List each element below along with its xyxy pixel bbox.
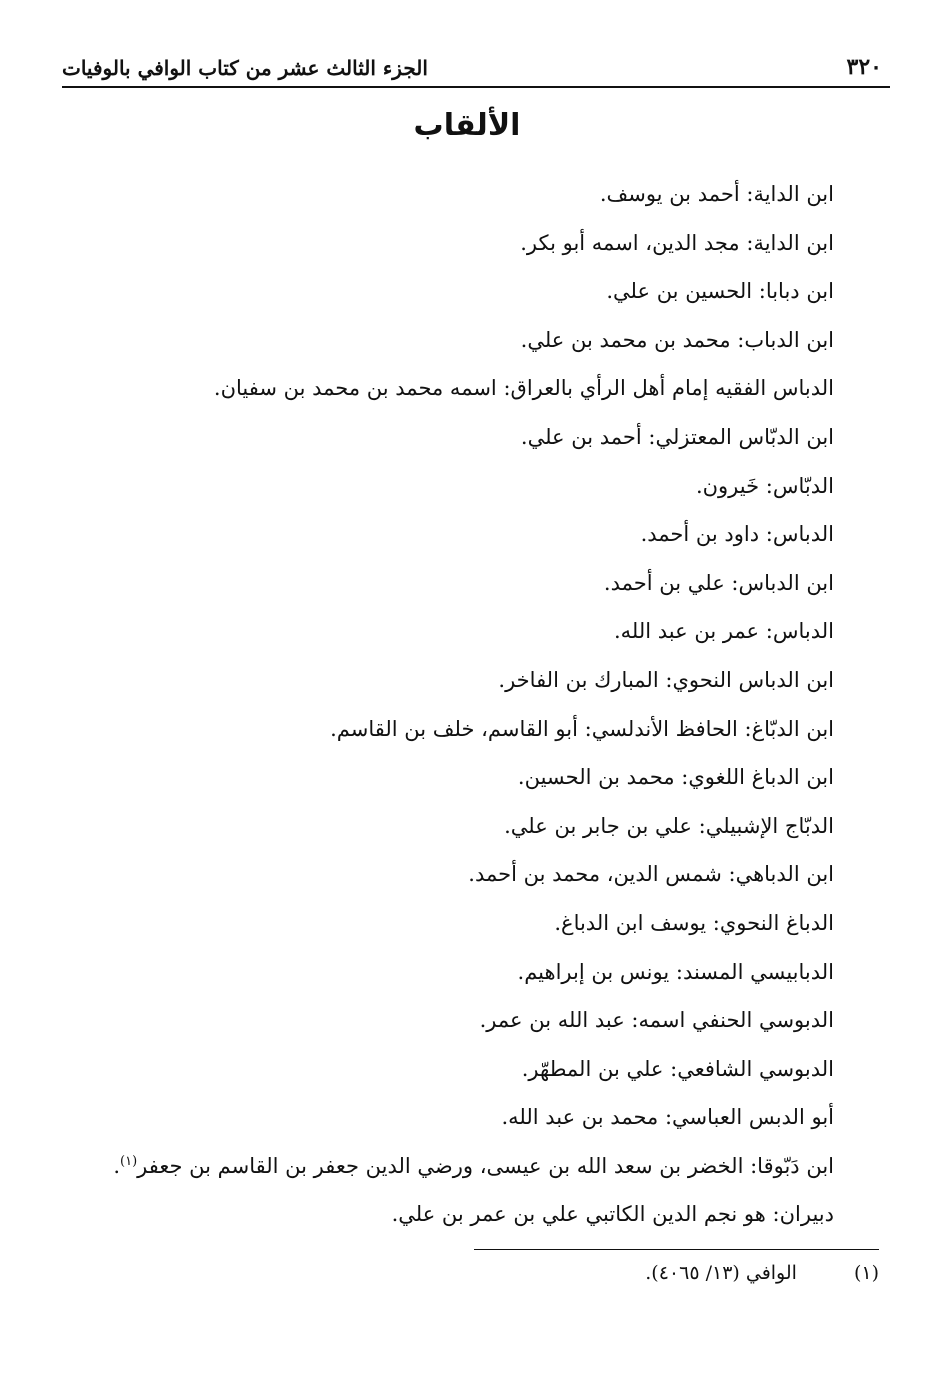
footnote-text: الوافي (١٣/ ٤٠٦٥).: [645, 1262, 797, 1284]
entry-row: ابن الداية: أحمد بن يوسف.: [599, 182, 834, 206]
entry-term: ابن الدبّاغ: [751, 716, 834, 741]
entry-row: ابن الدباس: علي بن أحمد.: [603, 570, 834, 595]
section-title: الألقاب: [413, 108, 521, 143]
entry-row: الدباس: داود بن أحمد.: [640, 522, 834, 547]
entry-row: ابن الدبّاغ: الحافظ الأندلسي: أبو القاسم، خلف بن القاسم.: [330, 716, 834, 741]
entry-term: ابن الدباب: [744, 327, 834, 352]
entry-row: الدباغ النحوي: يوسف ابن الدباغ.: [554, 910, 834, 935]
entry-term: ابن دبابا: [765, 279, 834, 304]
entry-row: الدبابيسي المسند: يونس بن إبراهيم.: [517, 959, 834, 984]
entry-text: هو نجم الدين الكاتبي علي بن عمر بن علي.: [391, 1202, 766, 1227]
entry-row: الدبّاس: خَيرون.: [695, 473, 834, 498]
entry-row: ابن الداية: مجد الدين، اسمه أبو بكر.: [520, 230, 834, 255]
entry-row: الدبوسي الشافعي: علي بن المطهّر.: [521, 1056, 834, 1081]
entry-term: ابن الداية: [753, 182, 834, 206]
entry-row: أبو الدبس العباسي: محمد بن عبد الله.: [501, 1105, 834, 1130]
entry-term: ابن الداية: [753, 230, 834, 255]
footnote-divider: [474, 1249, 879, 1250]
entry-term: ابن الدبّاس المعتزلي: [655, 424, 834, 449]
entry-text: يوسف ابن الدباغ.: [554, 910, 707, 935]
entry-text: داود بن أحمد.: [640, 522, 760, 547]
entry-row: الدبوسي الحنفي اسمه: عبد الله بن عمر.: [479, 1008, 834, 1033]
entry-text: علي بن أحمد.: [603, 570, 725, 595]
entry-text: عمر بن عبد الله.: [613, 619, 760, 644]
entry-term: ابن الدباغ اللغوي: [688, 765, 834, 790]
entry-term: ابن دَبّوقا: [757, 1153, 834, 1178]
entry-row: ابن الدباب: محمد بن محمد بن علي.: [520, 327, 834, 352]
entries-list: [40, 170, 834, 1239]
entry-text: علي بن المطهّر.: [521, 1056, 664, 1081]
entry-text: عبد الله بن عمر.: [479, 1008, 625, 1033]
entry-row: الدباس: عمر بن عبد الله.: [613, 619, 834, 644]
entry-text: الخضر بن سعد الله بن عيسى، ورضي الدين جعفر بن القاسم بن جعفر: [137, 1153, 744, 1178]
entry-term: الدباس: [772, 522, 834, 547]
entry-text: علي بن جابر بن علي.: [504, 813, 692, 838]
entry-text: محمد بن الحسين.: [517, 765, 675, 790]
entry-text: خَيرون.: [695, 473, 760, 498]
entry-row: الدبّاج الإشبيلي: علي بن جابر بن علي.: [504, 813, 834, 838]
entry-term: الدبّاج الإشبيلي: [705, 813, 834, 838]
entry-term: الدباس: [772, 619, 834, 644]
entry-text: اسمه محمد بن محمد بن سفيان.: [213, 376, 497, 401]
entry-text: الحسين بن علي.: [606, 279, 753, 304]
entry-text: محمد بن محمد بن علي.: [520, 327, 731, 352]
entry-row: ابن دبابا: الحسين بن علي.: [606, 279, 834, 304]
entry-tail: .: [113, 1153, 120, 1178]
entry-row: الدباس الفقيه إمام أهل الرأي بالعراق: اسمه محمد بن محمد بن سفيان.: [213, 376, 834, 401]
entry-row: ابن دَبّوقا: الخضر بن سعد الله بن عيسى، ورضي الدين جعفر بن القاسم بن جعفر$^{(١)}$.: [113, 1153, 834, 1178]
entry-row: ابن الدباهي: شمس الدين، محمد بن أحمد.: [468, 862, 834, 887]
footnote-marker: (١): [853, 1262, 879, 1284]
entry-term: الدبوسي الشافعي: [677, 1056, 834, 1081]
entry-term: الدبوسي الحنفي اسمه: [638, 1008, 834, 1033]
entry-row: ابن الدبّاس المعتزلي: أحمد بن علي.: [520, 424, 834, 449]
page-number: ٣٢٠: [846, 54, 882, 80]
entry-text: شمس الدين، محمد بن أحمد.: [468, 862, 722, 887]
entry-term: ابن الدباهي: [735, 862, 834, 887]
entry-term: الدبّاس: [772, 473, 834, 498]
entry-text: أحمد بن علي.: [520, 424, 642, 449]
entry-term: الدباس الفقيه إمام أهل الرأي بالعراق: [510, 376, 834, 401]
entry-term: أبو الدبس العباسي: [672, 1105, 834, 1130]
running-title: الجزء الثالث عشر من كتاب الوافي بالوفيات: [62, 56, 428, 80]
entry-row: ابن الدباغ اللغوي: محمد بن الحسين.: [517, 765, 834, 790]
entry-term: دبيران: [779, 1202, 834, 1227]
running-header: [62, 44, 890, 88]
entry-term: الدباغ النحوي: [719, 910, 834, 935]
entry-text: أحمد بن يوسف.: [599, 182, 740, 206]
footnote-reference[interactable]: (١): [120, 1153, 138, 1169]
entry-term: الدبابيسي المسند: [682, 959, 834, 984]
entry-text: المبارك بن الفاخر.: [498, 667, 659, 692]
entry-row: ابن الدباس النحوي: المبارك بن الفاخر.: [498, 667, 834, 692]
entry-text: مجد الدين، اسمه أبو بكر.: [520, 230, 740, 255]
entry-term: ابن الدباس النحوي: [672, 667, 834, 692]
entry-text: محمد بن عبد الله.: [501, 1105, 659, 1130]
entry-text: الحافظ الأندلسي: أبو القاسم، خلف بن القاسم.: [330, 716, 738, 741]
footnote: [40, 1262, 879, 1284]
entry-row: دبيران: هو نجم الدين الكاتبي علي بن عمر بن علي.: [391, 1202, 834, 1227]
entry-text: يونس بن إبراهيم.: [517, 959, 670, 984]
entry-term: ابن الدباس: [738, 570, 834, 595]
